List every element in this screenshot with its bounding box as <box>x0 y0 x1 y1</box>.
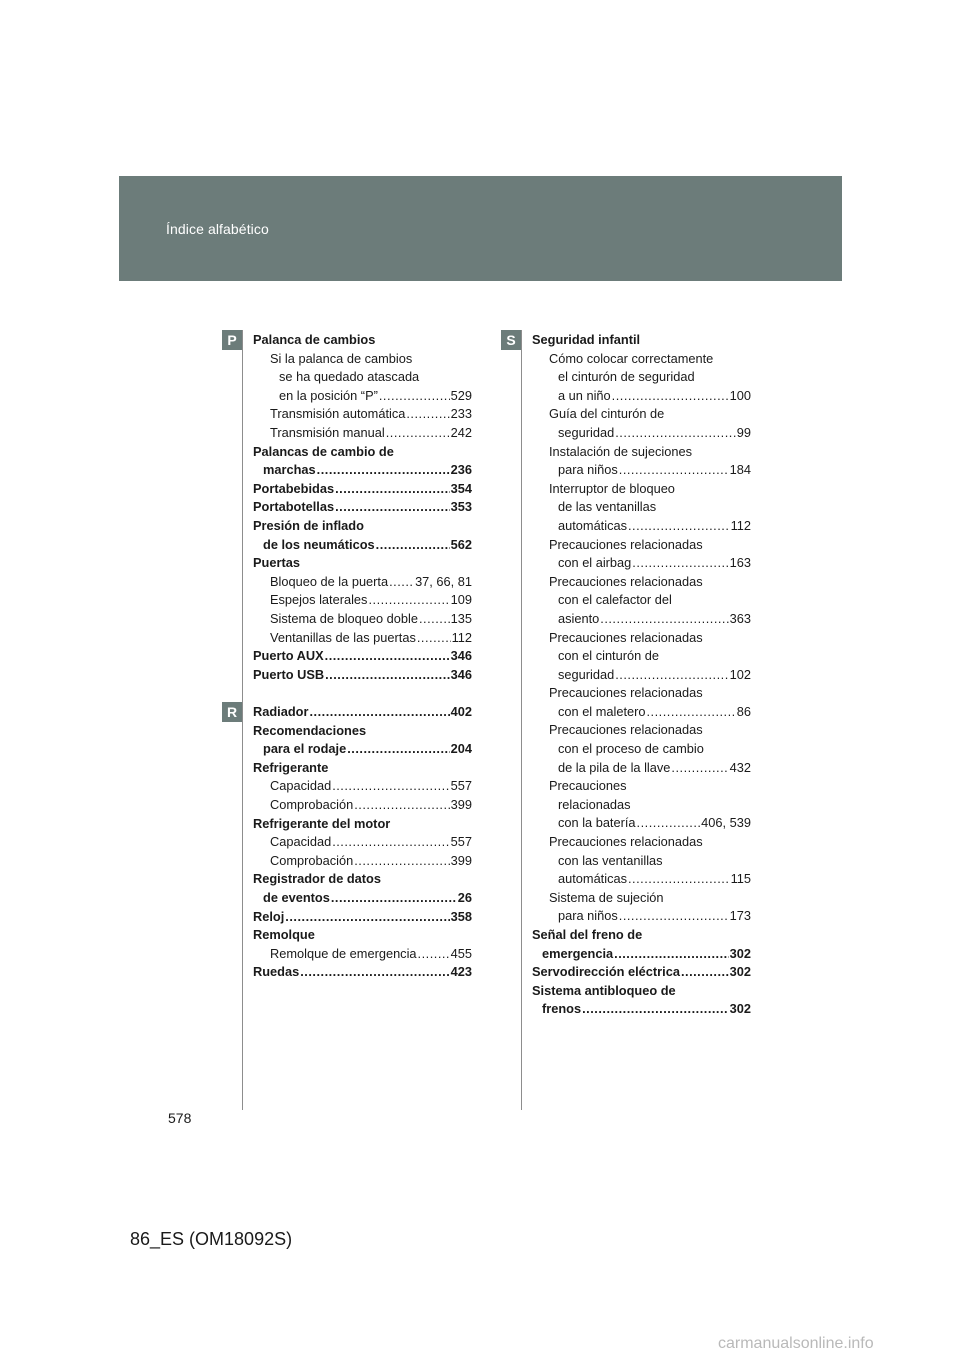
index-entry-page: 100 <box>729 387 751 403</box>
header-band <box>119 176 842 281</box>
index-entry-text: emergencia <box>542 945 614 961</box>
index-entry-line <box>253 666 472 685</box>
index-entry <box>532 443 751 480</box>
index-entry-text: Seguridad infantil <box>532 332 641 347</box>
index-entry-text: Remolque de emergencia <box>270 945 417 961</box>
index-entry-text: seguridad <box>558 666 615 682</box>
index-entry-page: 135 <box>450 610 472 626</box>
index-entry-page: 102 <box>729 666 751 682</box>
index-entry <box>253 870 472 907</box>
index-entry-page: 302 <box>729 1001 751 1017</box>
index-list-r <box>253 703 472 982</box>
index-entry <box>532 963 751 982</box>
dot-leader <box>325 647 450 666</box>
index-entry <box>253 629 472 648</box>
index-entry-text: Precauciones relacionadas <box>549 573 703 589</box>
index-entry-text: Portabebidas <box>253 480 335 496</box>
index-entry <box>253 573 472 592</box>
index-entry-text: automáticas <box>558 871 627 887</box>
dot-leader <box>389 573 414 592</box>
index-entry <box>253 480 472 499</box>
index-entry-page: 112 <box>730 517 751 533</box>
index-entry-text: de la pila de la llave <box>558 759 671 775</box>
index-entry-text: Refrigerante del motor <box>253 815 391 831</box>
index-list-p <box>253 331 472 684</box>
index-entry <box>532 684 751 721</box>
index-entry <box>532 350 751 406</box>
dot-leader <box>637 814 701 833</box>
index-entry-text: a un niño <box>558 387 611 403</box>
index-entry-page: 455 <box>450 945 472 961</box>
index-entry-page: 399 <box>450 852 472 868</box>
right-column-rule <box>521 330 522 1110</box>
index-entry-text: Ruedas <box>253 964 300 980</box>
index-entry-line <box>549 666 751 685</box>
index-entry <box>253 554 472 573</box>
index-entry-line <box>532 945 751 964</box>
index-entry-page: 529 <box>450 387 472 403</box>
index-entry-page: 354 <box>450 480 472 496</box>
index-entry-text: frenos <box>542 1001 582 1017</box>
index-entry <box>532 982 751 1019</box>
index-entry-page: 402 <box>450 704 472 719</box>
index-entry-line <box>253 498 472 517</box>
index-entry-text: de las ventanillas <box>558 499 657 515</box>
index-entry-page: 204 <box>450 741 472 757</box>
index-entry-page: 399 <box>450 796 472 812</box>
index-entry-text: Bloqueo de la puerta <box>270 573 389 589</box>
index-entry-text: Presión de inflado <box>253 517 364 533</box>
dot-leader <box>628 870 730 889</box>
index-entry-text: Radiador <box>253 704 309 719</box>
index-entry-page: 115 <box>730 871 751 887</box>
index-entry-page: 112 <box>451 629 472 645</box>
dot-leader <box>681 963 729 982</box>
index-entry <box>253 759 472 778</box>
index-entry-line <box>270 591 472 610</box>
dot-leader <box>582 1000 729 1019</box>
index-entry-line <box>270 852 472 871</box>
index-entry <box>253 350 472 406</box>
index-entry-line <box>549 517 751 536</box>
index-entry-text: Espejos laterales <box>270 592 368 608</box>
index-entry <box>253 703 472 722</box>
index-entry-text: asiento <box>558 610 600 626</box>
dot-leader <box>317 461 450 480</box>
index-entry <box>532 777 751 833</box>
index-entry-line <box>549 424 751 443</box>
index-entry-text: con el cinturón de <box>558 648 660 664</box>
index-entry-text: con el proceso de cambio <box>558 741 704 757</box>
index-entry-text: Sistema antibloqueo de <box>532 982 676 998</box>
index-entry-page: 26 <box>457 889 472 905</box>
index-entry-page: 302 <box>729 945 751 961</box>
index-entry <box>253 722 472 759</box>
index-entry-page: 184 <box>729 462 751 478</box>
index-entry-text: Transmisión automática <box>270 406 406 422</box>
index-entry-text: se ha quedado atascada <box>279 369 420 385</box>
index-entry-line <box>253 908 472 927</box>
index-entry-page: 353 <box>450 499 472 515</box>
index-entry-page: 346 <box>450 648 472 664</box>
index-entry-text: Reloj <box>253 908 285 924</box>
index-entry-line <box>549 759 751 778</box>
index-entry-line <box>270 405 472 424</box>
dot-leader <box>309 703 449 722</box>
index-entry-text: para niños <box>558 908 618 924</box>
index-entry-text: Precauciones relacionadas <box>549 685 703 701</box>
index-entry <box>253 777 472 796</box>
dot-leader <box>647 703 736 722</box>
index-entry-line <box>270 629 472 648</box>
index-entry-line <box>549 870 751 889</box>
index-entry <box>532 721 751 777</box>
index-entry-text: Refrigerante <box>253 759 329 775</box>
index-entry <box>253 424 472 443</box>
index-entry-text: Capacidad <box>270 834 332 850</box>
dot-leader <box>331 889 457 908</box>
index-entry-line <box>270 387 472 406</box>
dot-leader <box>619 907 729 926</box>
index-entry-page: 37, 66, 81 <box>415 573 472 589</box>
index-entry-line <box>253 740 472 759</box>
dot-leader <box>419 610 450 629</box>
index-entry <box>253 331 472 350</box>
dot-leader <box>612 387 729 406</box>
dot-leader <box>628 517 730 536</box>
index-entry-text: Sistema de bloqueo doble <box>270 610 418 626</box>
index-entry-line <box>270 833 472 852</box>
index-entry-text: para niños <box>558 462 618 478</box>
index-entry-text: Recomendaciones <box>253 722 367 738</box>
section-tab-r: R <box>222 702 242 722</box>
index-entry <box>532 405 751 442</box>
index-entry <box>253 945 472 964</box>
index-entry-page: 233 <box>450 406 472 422</box>
index-entry-text: con las ventanillas <box>558 852 663 868</box>
index-entry-page: 557 <box>450 778 472 794</box>
index-entry-line <box>549 907 751 926</box>
index-list-s <box>532 331 751 1019</box>
dot-leader <box>615 666 728 685</box>
dot-leader <box>632 554 728 573</box>
dot-leader <box>376 536 450 555</box>
document-id: 86_ES (OM18092S) <box>130 1229 293 1249</box>
index-entry-line <box>270 945 472 964</box>
index-entry-text: Palanca de cambios <box>253 332 376 347</box>
dot-leader <box>619 461 729 480</box>
index-entry-text: Palancas de cambio de <box>253 443 394 459</box>
dot-leader <box>354 852 449 871</box>
index-entry-text: Puerto USB <box>253 666 325 682</box>
index-entry-page: 236 <box>450 462 472 478</box>
dot-leader <box>386 424 450 443</box>
index-entry <box>532 833 751 889</box>
index-entry <box>532 926 751 963</box>
index-entry-line <box>532 1000 751 1019</box>
index-entry <box>253 666 472 685</box>
index-entry <box>253 591 472 610</box>
index-entry-line <box>253 889 472 908</box>
index-entry-text: en la posición “P” <box>279 387 378 403</box>
index-entry-text: para el rodaje <box>263 741 347 757</box>
index-entry-text: Precauciones <box>549 778 627 794</box>
index-entry-page: 99 <box>736 424 751 440</box>
index-entry-text: Capacidad <box>270 778 332 794</box>
page-title: Índice alfabético <box>166 221 269 237</box>
index-entry <box>532 480 751 536</box>
dot-leader <box>417 629 451 648</box>
index-entry <box>532 889 751 926</box>
index-entry-page: 562 <box>450 536 472 552</box>
dot-leader <box>418 945 450 964</box>
index-entry-text: Remolque <box>253 927 315 943</box>
index-entry-line <box>549 387 751 406</box>
index-entry <box>253 963 472 982</box>
index-entry-page: 358 <box>450 908 472 924</box>
index-entry-text: Cómo colocar correctamente <box>549 350 714 366</box>
index-entry <box>253 405 472 424</box>
index-entry-line <box>270 424 472 443</box>
index-entry-text: de los neumáticos <box>263 536 375 552</box>
index-entry-line <box>253 647 472 666</box>
dot-leader <box>325 666 450 685</box>
index-entry <box>253 796 472 815</box>
index-entry-text: automáticas <box>558 517 627 533</box>
index-entry-text: Precauciones relacionadas <box>549 629 703 645</box>
index-entry-line <box>549 461 751 480</box>
index-entry-page: 242 <box>450 424 472 440</box>
index-entry-line <box>549 814 751 833</box>
index-entry-page: 86 <box>736 703 751 719</box>
left-column-rule <box>242 330 243 1110</box>
index-entry <box>253 926 472 945</box>
index-entry-text: Precauciones relacionadas <box>549 536 703 552</box>
index-entry-text: Precauciones relacionadas <box>549 722 703 738</box>
index-entry-text: Puertas <box>253 555 300 571</box>
page-number: 578 <box>168 1110 192 1126</box>
section-tab-s: S <box>501 330 521 350</box>
index-entry-line <box>270 610 472 629</box>
index-entry-text: relacionadas <box>558 796 631 812</box>
dot-leader <box>368 591 449 610</box>
index-entry-line <box>253 963 472 982</box>
index-entry-text: Ventanillas de las puertas <box>270 629 416 645</box>
section-tab-p: P <box>222 330 242 350</box>
dot-leader <box>335 480 450 499</box>
watermark: carmanualsonline.info <box>718 1335 874 1352</box>
dot-leader <box>335 498 450 517</box>
index-entry-text: con el calefactor del <box>558 592 672 608</box>
index-entry-line <box>549 703 751 722</box>
index-entry-line <box>253 536 472 555</box>
index-entry <box>532 573 751 629</box>
index-entry-line <box>549 554 751 573</box>
index-entry-page: 302 <box>729 964 751 980</box>
index-entry <box>532 331 751 350</box>
index-entry-line <box>270 796 472 815</box>
index-entry-text: marchas <box>263 462 316 478</box>
index-entry-page: 173 <box>729 908 751 924</box>
index-entry-page: 109 <box>450 592 472 608</box>
index-entry-text: con el airbag <box>558 555 632 571</box>
index-entry-page: 163 <box>729 555 751 571</box>
index-entry-text: Servodirección eléctrica <box>532 964 680 980</box>
index-entry-line <box>270 573 472 592</box>
index-entry <box>253 908 472 927</box>
index-entry-text: Si la palanca de cambios <box>270 350 413 366</box>
dot-leader <box>671 759 728 778</box>
index-entry-line <box>549 610 751 629</box>
index-entry-text: con la batería <box>558 815 636 831</box>
index-entry-text: Sistema de sujeción <box>549 889 664 905</box>
dot-leader <box>615 424 736 443</box>
dot-leader <box>332 833 449 852</box>
index-entry-text: Comprobación <box>270 852 354 868</box>
dot-leader <box>600 610 728 629</box>
dot-leader <box>354 796 449 815</box>
index-entry <box>253 610 472 629</box>
dot-leader <box>614 945 729 964</box>
index-entry-text: Registrador de datos <box>253 871 381 887</box>
index-entry-page: 432 <box>729 759 751 775</box>
index-entry <box>532 629 751 685</box>
index-entry-line <box>253 480 472 499</box>
index-entry-text: de eventos <box>263 889 330 905</box>
dot-leader <box>406 405 449 424</box>
index-entry-page: 557 <box>450 834 472 850</box>
index-entry-text: seguridad <box>558 424 615 440</box>
index-entry-text: Guía del cinturón de <box>549 406 665 422</box>
index-entry-text: Comprobación <box>270 796 354 812</box>
dot-leader <box>379 387 450 406</box>
index-entry-text: Puerto AUX <box>253 648 324 664</box>
index-entry-line <box>270 777 472 796</box>
index-entry <box>253 443 472 480</box>
dot-leader <box>285 908 449 927</box>
index-entry-text: Señal del freno de <box>532 927 643 942</box>
index-entry-text: el cinturón de seguridad <box>558 369 695 385</box>
index-entry-page: 346 <box>450 666 472 682</box>
index-entry <box>253 498 472 517</box>
index-entry-text: Interruptor de bloqueo <box>549 480 675 496</box>
index-entry-line <box>532 963 751 982</box>
index-entry-text: Portabotellas <box>253 499 335 515</box>
index-entry-text: Instalación de sujeciones <box>549 443 692 459</box>
dot-leader <box>300 963 449 982</box>
index-entry-page: 423 <box>450 964 472 980</box>
index-entry-page: 406, 539 <box>701 815 751 831</box>
dot-leader <box>347 740 449 759</box>
index-entry <box>253 517 472 554</box>
index-entry <box>253 833 472 852</box>
index-entry-line <box>253 703 472 722</box>
index-entry-line <box>253 461 472 480</box>
index-entry <box>532 536 751 573</box>
index-entry-text: Precauciones relacionadas <box>549 834 703 850</box>
index-entry-page: 363 <box>729 610 751 626</box>
index-entry-text: con el maletero <box>558 703 646 719</box>
dot-leader <box>332 777 449 796</box>
index-entry <box>253 647 472 666</box>
index-entry-text: Transmisión manual <box>270 424 385 440</box>
index-entry <box>253 852 472 871</box>
index-entry <box>253 815 472 834</box>
